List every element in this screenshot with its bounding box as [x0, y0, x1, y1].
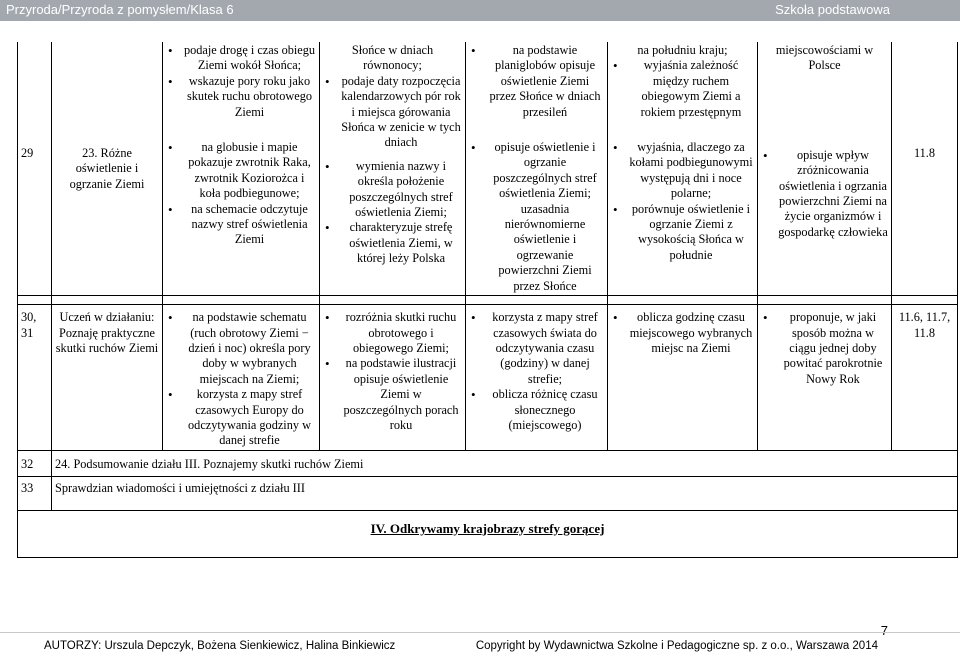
- cell-req-29: 11.8: [892, 42, 958, 296]
- cell-num-29: 29: [18, 42, 52, 296]
- cell-num-32: 32: [18, 450, 52, 476]
- list-item: • wyjaśnia zależność między ruchem obiegowym Ziemi a rokiem przestępnym: [628, 58, 754, 120]
- cell-req-30: 11.6, 11.7, 11.8: [892, 305, 958, 451]
- list-item: • proponuje, w jaki sposób można w ciągu jednej doby powitać parokrotnie Nowy Rok: [778, 310, 888, 387]
- table-row-30: [18, 305, 958, 451]
- cell-summary-32: 24. Podsumowanie działu III. Poznajemy skutki ruchów Ziemi: [52, 450, 958, 476]
- cell-num-33: 33: [18, 476, 52, 510]
- list-item: • na podstawie schematu (ruch obrotowy Ziemi − dzień i noc) określa pory doby w wybranych miejscach na Ziemi;: [183, 310, 316, 387]
- cell-extended-29: Słońce w dniach równonocy; • podaje daty rozpoczęcia kalendarzowych pór rok i miejsca górowania Słońca w zenicie w tych dniach • wymienia nazwy i określa położenie poszczególnych stref oświetlenia Ziemi; • charakteryzuje strefę oświetlenia Ziemi, w której leży Polska: [320, 42, 466, 296]
- footer-authors: AUTORZY: Urszula Depczyk, Bożena Sienkiewicz, Halina Binkiewicz: [44, 640, 396, 652]
- cell-complete-29: • na podstawie planiglobów opisuje oświetlenie Ziemi przez Słońce w dniach przesileń • opisuje oświetlenie i ogrzanie poszczególnych stref oświetlenia Ziemi; uzasadnia nierównomierne oświetlenie i ogrzewanie powierzchni Ziemi przez Słońce: [466, 42, 608, 296]
- footer-copyright: Copyright by Wydawnictwa Szkolne i Pedagogiczne sp. z o.o., Warszawa 2014: [475, 640, 878, 652]
- table-row-32: [18, 450, 958, 476]
- header-school: Szkoła podstawowa: [775, 2, 890, 17]
- list-item: • oblicza różnicę czasu słonecznego (miejscowego): [486, 387, 604, 433]
- cell-complete-30: [466, 305, 608, 451]
- page-number: 7: [880, 623, 888, 638]
- table-spacer-row: [18, 296, 958, 305]
- cell-advanced-30: [608, 305, 758, 451]
- list-item: • porównuje oświetlenie i ogrzanie Ziemi z wysokością Słońca w południe: [628, 202, 754, 264]
- table-row-33: [18, 476, 958, 510]
- list-item: • korzysta z mapy stref czasowych świata do odczytywania czasu (godziny) w danej strefie;: [486, 310, 604, 387]
- cell-basic-29: [163, 42, 320, 296]
- section-title-row: [18, 510, 958, 557]
- list-item: • opisuje wpływ zróżnicowania oświetlenia i ogrzania powierzchni Ziemi na życie organizmów i gospodarkę człowieka: [778, 148, 888, 240]
- cell-outstanding-30: [758, 305, 892, 451]
- list-item: • na schemacie odczytuje nazwy stref oświetlenia Ziemi: [183, 202, 316, 248]
- list-item: • wyjaśnia, dlaczego za kołami podbiegunowymi występują dni i noce polarne;: [628, 140, 754, 202]
- list-item: • rozróżnia skutki ruchu obrotowego i obiegowego Ziemi;: [340, 310, 462, 356]
- footer-rule: [0, 632, 960, 633]
- list-item: • charakteryzuje strefę oświetlenia Ziemi, w której leży Polska: [340, 220, 462, 266]
- page-header: [0, 0, 960, 21]
- list-item: • podaje drogę i czas obiegu Ziemi wokół Słońca;: [183, 43, 316, 74]
- cell-num-30: 30, 31: [18, 305, 52, 451]
- cell-extended-30: [320, 305, 466, 451]
- curriculum-table: [17, 42, 958, 558]
- list-item: • podaje daty rozpoczęcia kalendarzowych pór rok i miejsca górowania Słońca w zenicie w tych dniach: [340, 74, 462, 151]
- table-row-29: [18, 42, 958, 296]
- cell-outstanding-29: miejscowościami w Polsce • opisuje wpływ zróżnicowania oświetlenia i ogrzania powierzchni Ziemi na życie organizmów i gospodarkę człowieka: [758, 42, 892, 296]
- list-item: • na podstawie ilustracji opisuje oświetlenie Ziemi w poszczególnych porach roku: [340, 356, 462, 433]
- cell-basic-30: [163, 305, 320, 451]
- list-item: • wymienia nazwy i określa położenie poszczególnych stref oświetlenia Ziemi;: [340, 159, 462, 221]
- list-item: • na podstawie planiglobów opisuje oświetlenie Ziemi przez Słońce w dniach przesileń: [486, 43, 604, 120]
- list-item: • korzysta z mapy stref czasowych Europy do odczytywania godziny w danej strefie: [183, 387, 316, 449]
- list-item: • oblicza godzinę czasu miejscowego wybranych miejsc na Ziemi: [628, 310, 754, 356]
- list-item: • opisuje oświetlenie i ogrzanie poszczególnych stref oświetlenia Ziemi;: [486, 140, 604, 202]
- cell-topic-29: 23. Różne oświetlenie i ogrzanie Ziemi: [52, 42, 163, 296]
- cell-test-33: Sprawdzian wiadomości i umiejętności z działu III: [52, 476, 958, 510]
- list-item: • na globusie i mapie pokazuje zwrotnik Raka, zwrotnik Koziorożca i koła podbiegunowe;: [183, 140, 316, 202]
- list-item: • wskazuje pory roku jako skutek ruchu obrotowego Ziemi: [183, 74, 316, 120]
- header-subject: Przyroda/Przyroda z pomysłem/Klasa 6: [6, 2, 234, 17]
- section-title: IV. Odkrywamy krajobrazy strefy gorącej: [18, 510, 958, 557]
- cell-topic-30: Uczeń w działaniu: Poznaję praktyczne skutki ruchów Ziemi: [52, 305, 163, 451]
- cell-advanced-29: na południu kraju; • wyjaśnia zależność między ruchem obiegowym Ziemi a rokiem przestępnym • wyjaśnia, dlaczego za kołami podbiegunowymi występują dni i noce polarne; • porównuje oświetlenie i ogrzanie Ziemi z wysokością Słońca w południe: [608, 42, 758, 296]
